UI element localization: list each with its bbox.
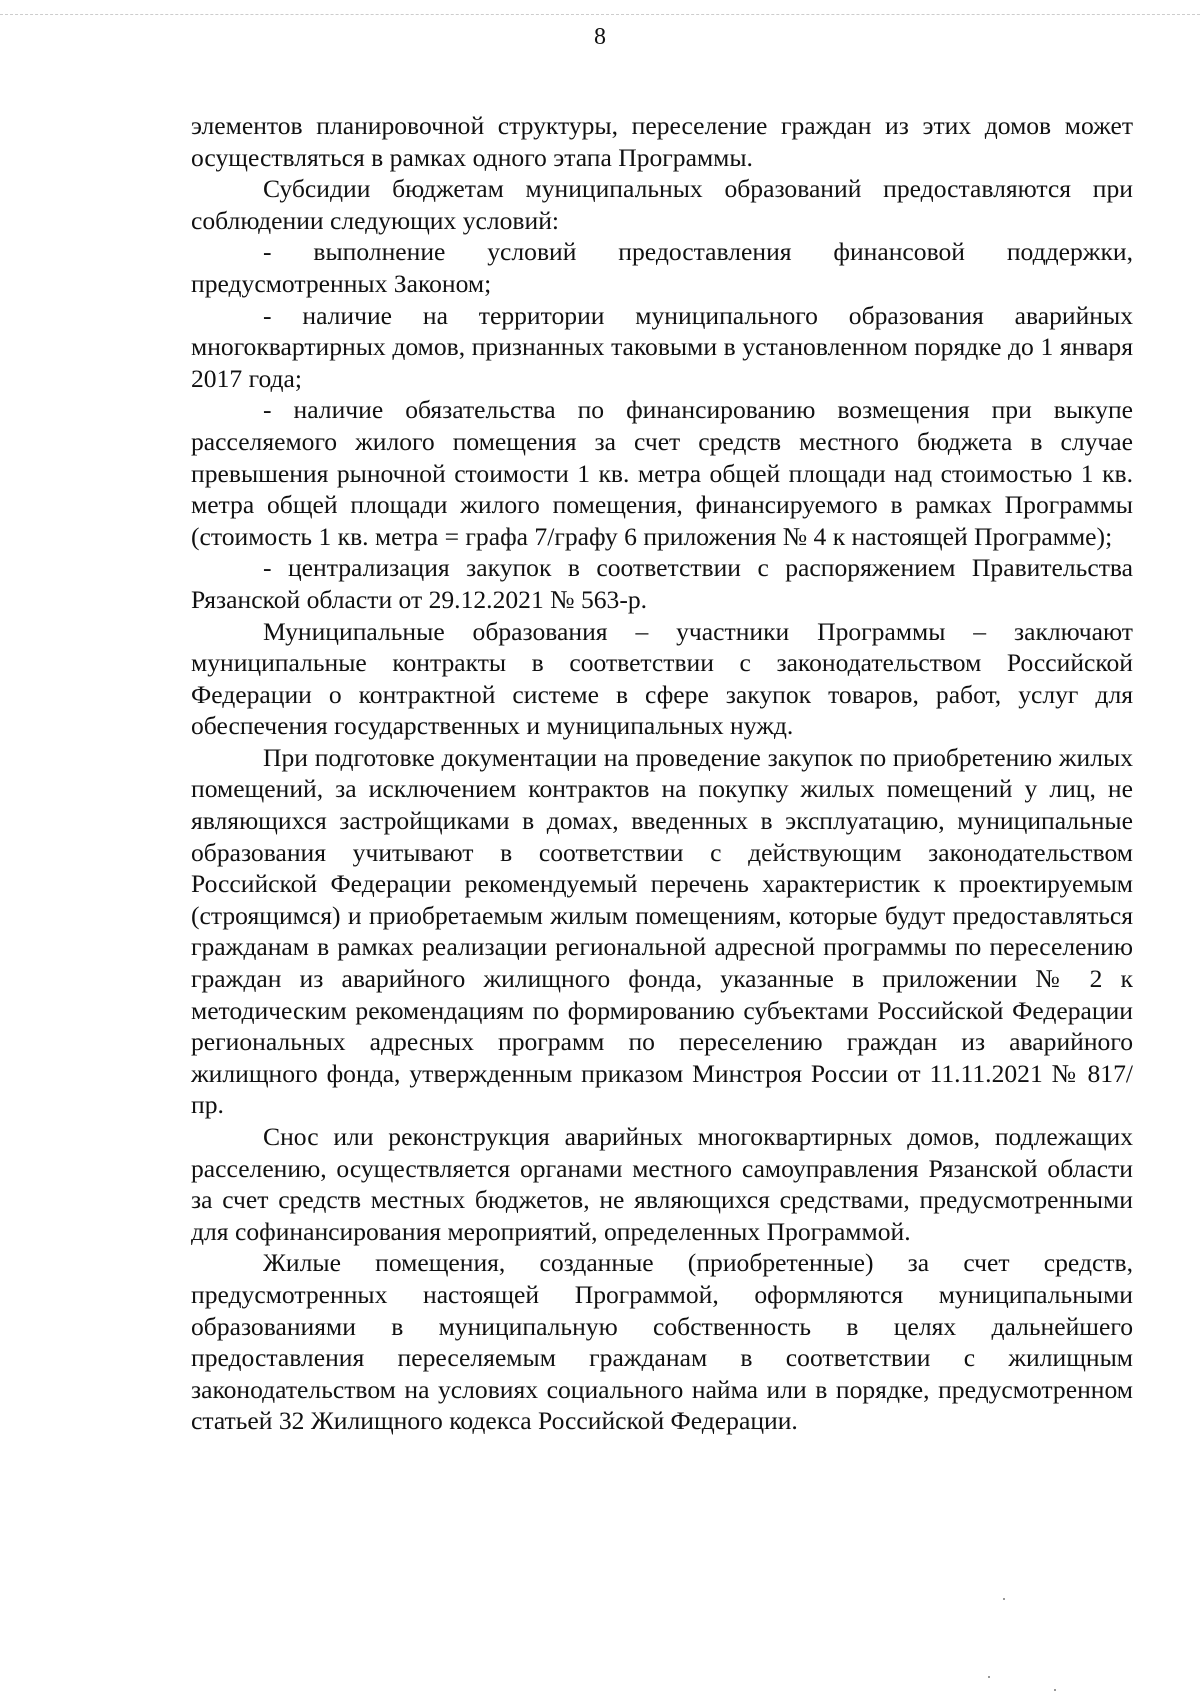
paragraph-continuation: элементов планировочной структуры, переселение граждан из этих домов может осуществляться в рамках одного этапа Программы. bbox=[191, 111, 1133, 172]
paragraph-procurement-preparation: При подготовке документации на проведение закупок по приобретению жилых помещений, за исключением контрактов на покупку жилых помещений у лиц, не являющихся застройщиками в домах, введенных в эксплуатацию, муниципальные образования учитывают в соответствии с действующим законодательством Российской Федерации рекомендуемый перечень характеристик к проектируемым (строящимся) и приобретаемым жилым помещениям, которые будут предоставляться гражданам в рамках реализации региональной адресной программы по переселению граждан из аварийного жилищного фонда, указанные в приложении № 2 к методическим рекомендациям по формированию субъектами Российской Федерации региональных адресных программ по переселению граждан из аварийного жилищного фонда, утвержденным приказом Минстроя России от 11.11.2021 № 817/пр. bbox=[191, 742, 1133, 1120]
paragraph-demolition: Снос или реконструкция аварийных многоквартирных домов, подлежащих расселению, осуществляется органами местного самоуправления Рязанской области за счет средств местных бюджетов, не являющихся средствами, предусмотренными для софинансирования мероприятий, определенных Программой. bbox=[191, 1122, 1133, 1246]
scan-speck bbox=[1003, 1598, 1005, 1600]
list-item-condition-1: - выполнение условий предоставления финансовой поддержки, предусмотренных Законом; bbox=[191, 237, 1133, 298]
scan-speck bbox=[1054, 1689, 1056, 1691]
scan-edge-line bbox=[0, 14, 1200, 17]
paragraph-municipal-contracts: Муниципальные образования – участники Программы – заключают муниципальные контракты в соответствии с законодательством Российской Федерации о контрактной системе в сфере закупок товаров, работ, услуг для обеспечения государственных и муниципальных нужд. bbox=[191, 616, 1133, 741]
list-item-condition-2: - наличие на территории муниципального образования аварийных многоквартирных домов, признанных таковыми в установленном порядке до 1 января 2017 года; bbox=[191, 300, 1133, 393]
list-item-condition-4: - централизация закупок в соответствии с распоряжением Правительства Рязанской области от 29.12.2021 № 563-р. bbox=[191, 553, 1133, 614]
paragraph-residential-premises: Жилые помещения, созданные (приобретенные) за счет средств, предусмотренных настоящей Программой, оформляются муниципальными образованиями в муниципальную собственность в целях дальнейшего предоставления переселяемым гражданам в соответствии с жилищным законодательством на условиях социального найма или в порядке, предусмотренном статьей 32 Жилищного кодекса Российской Федерации. bbox=[191, 1248, 1133, 1436]
page-number: 8 bbox=[594, 24, 606, 50]
paragraph-subsidies-conditions: Субсидии бюджетам муниципальных образований предоставляются при соблюдении следующих условий: bbox=[191, 174, 1133, 235]
scan-speck bbox=[988, 1676, 990, 1678]
list-item-condition-3: - наличие обязательства по финансированию возмещения при выкупе расселяемого жилого помещения за счет средств местного бюджета в случае превышения рыночной стоимости 1 кв. метра общей площади над стоимостью 1 кв. метра общей площади жилого помещения, финансируемого в рамках Программы (стоимость 1 кв. метра = графа 7/графу 6 приложения № 4 к настоящей Программе); bbox=[191, 395, 1133, 551]
document-body bbox=[191, 110, 1133, 1437]
